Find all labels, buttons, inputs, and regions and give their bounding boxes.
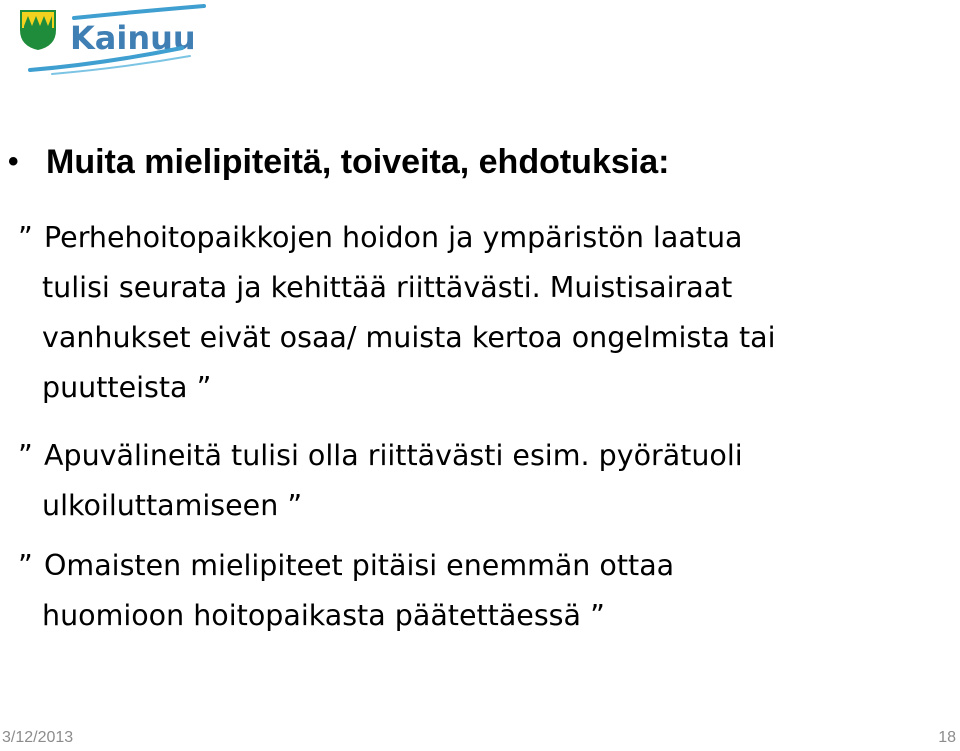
logo-wordmark: Kainuu bbox=[70, 19, 196, 57]
logo-swoosh-icon bbox=[12, 4, 212, 76]
quote-mark-icon: ” bbox=[18, 221, 33, 254]
comment-line: huomioon hoitopaikasta päätettäessä ” bbox=[42, 599, 605, 632]
quote-mark-icon: ” bbox=[18, 549, 33, 582]
slide-heading bbox=[8, 140, 948, 184]
comment-item-1 bbox=[18, 213, 938, 413]
quote-mark-icon: ” bbox=[18, 439, 33, 472]
heading-text: Muita mielipiteitä, toiveita, ehdotuksia: bbox=[46, 143, 670, 181]
comment-line: puutteista ” bbox=[42, 371, 212, 404]
footer-date: 3/12/2013 bbox=[2, 729, 74, 746]
quote-mark-icon: ” bbox=[287, 489, 303, 522]
comment-item-3 bbox=[18, 541, 938, 641]
comment-line: ” Perhehoitopaikkojen hoidon ja ympäristön laatua bbox=[18, 213, 938, 263]
quote-mark-icon: ” bbox=[590, 599, 605, 632]
comment-line: vanhukset eivät osaa/ muista kertoa ongelmista tai bbox=[42, 321, 776, 354]
comment-item-2 bbox=[18, 431, 938, 531]
quote-mark-icon: ” bbox=[196, 371, 212, 404]
comment-line: ” Omaisten mielipiteet pitäisi enemmän ottaa bbox=[18, 541, 938, 591]
comment-line: ” Apuvälineitä tulisi olla riittävästi esim. pyörätuoli bbox=[18, 431, 938, 481]
kainuu-logo bbox=[12, 4, 212, 76]
page-number: 18 bbox=[938, 729, 956, 746]
comment-line: ulkoiluttamiseen ” bbox=[42, 489, 303, 522]
comment-line: tulisi seurata ja kehittää riittävästi. Muistisairaat bbox=[42, 271, 733, 304]
bullet-icon: • bbox=[8, 145, 19, 178]
